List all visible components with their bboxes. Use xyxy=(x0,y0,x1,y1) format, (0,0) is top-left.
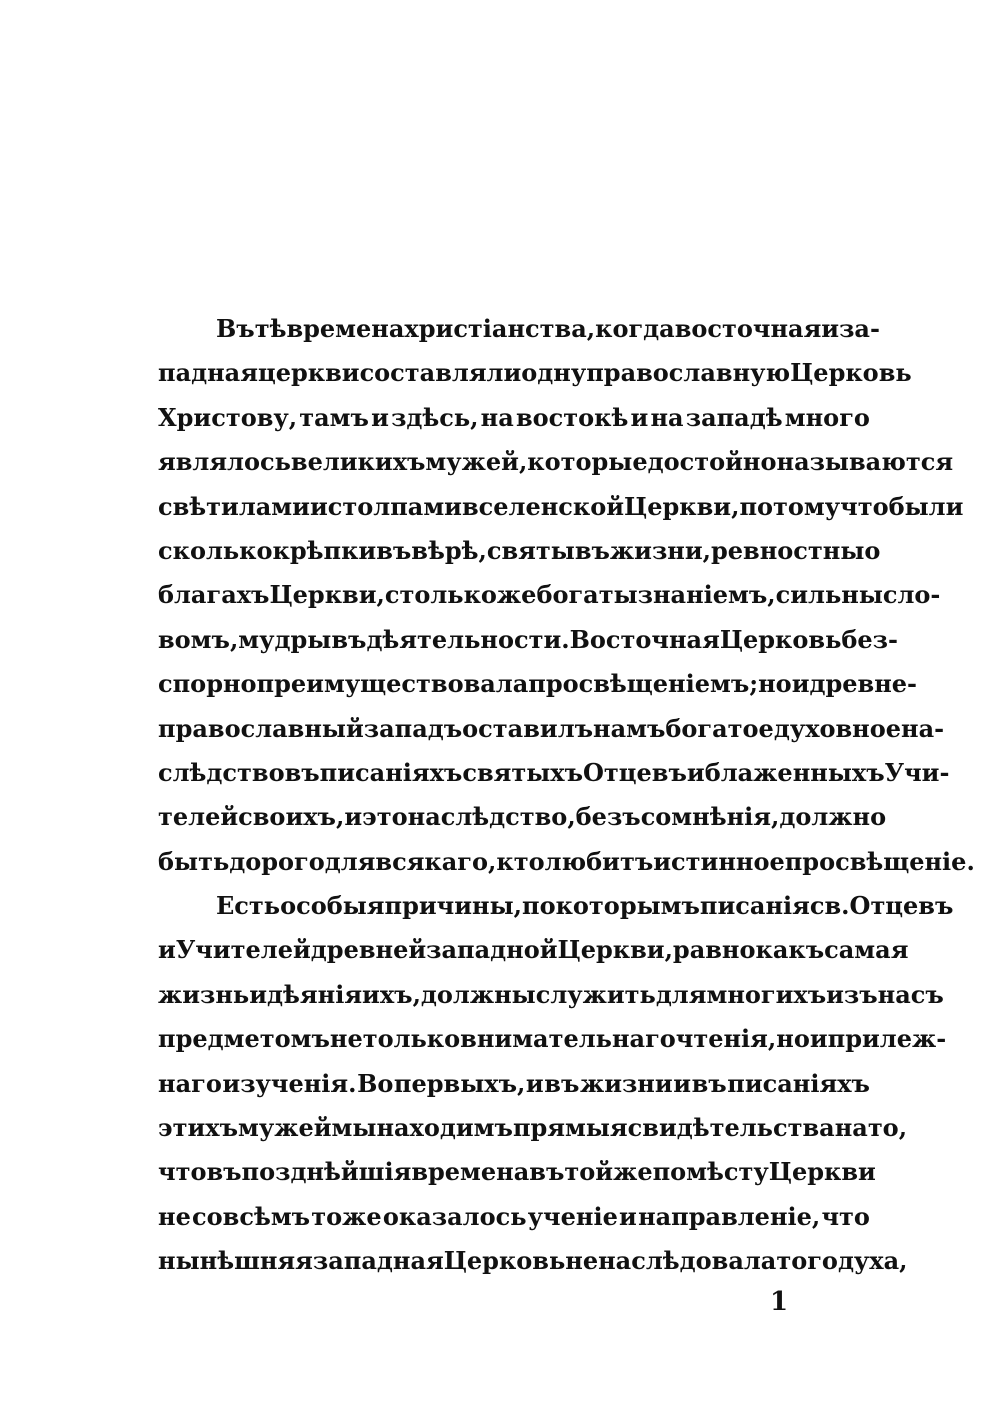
word: знаніемъ, xyxy=(637,580,776,610)
word: только xyxy=(362,1024,461,1054)
word: Церковь xyxy=(719,624,842,654)
word: по xyxy=(652,1157,687,1187)
word: мужей xyxy=(238,1113,332,1143)
word: что xyxy=(840,491,889,521)
word: и xyxy=(791,669,810,699)
word: направленіе, xyxy=(638,1201,821,1231)
word: находимъ xyxy=(376,1113,513,1143)
word: богатое xyxy=(665,713,774,743)
word: Въ xyxy=(216,314,255,343)
word: христіанства, xyxy=(404,314,596,343)
word: Христову, xyxy=(158,402,298,432)
word: но xyxy=(776,1024,810,1054)
word: равно xyxy=(672,935,756,965)
word: вселенской xyxy=(461,491,625,521)
word: прилеж- xyxy=(827,1024,947,1054)
word: телей xyxy=(158,802,239,832)
word: и xyxy=(686,757,705,787)
word: достойно xyxy=(647,447,777,477)
word: служить xyxy=(535,979,656,1009)
word: и xyxy=(821,314,840,343)
word: дѣянія xyxy=(267,979,363,1009)
text-line xyxy=(158,440,954,484)
word: блаженныхъ xyxy=(704,757,885,787)
word: православную xyxy=(586,358,791,388)
word: Церковь xyxy=(443,1246,566,1276)
word: безъ xyxy=(575,802,641,832)
word: Учителей xyxy=(175,935,311,965)
word: слѣдство xyxy=(158,757,285,787)
word: прямыя xyxy=(512,1113,628,1143)
word: столько xyxy=(384,580,497,610)
word: ревностны xyxy=(710,535,865,565)
text-line xyxy=(158,529,881,573)
word: западная xyxy=(312,1246,444,1276)
word: свидѣтельства xyxy=(627,1113,835,1143)
word: быть xyxy=(158,846,230,876)
word: своихъ, xyxy=(238,802,345,832)
word: которымъ xyxy=(555,891,700,921)
word: же xyxy=(496,580,537,610)
text-line xyxy=(158,884,954,928)
word: вомъ, xyxy=(158,624,239,654)
word: времена xyxy=(411,1157,530,1187)
word: на xyxy=(834,1113,868,1143)
word: и xyxy=(673,1068,692,1098)
word: ученіе xyxy=(527,1201,618,1231)
word: восточная xyxy=(674,314,822,343)
word: одну xyxy=(521,358,587,388)
text-line xyxy=(158,618,898,662)
word: этихъ xyxy=(158,1113,239,1143)
text-line xyxy=(158,1106,908,1150)
text-line xyxy=(158,1195,870,1239)
text-line xyxy=(158,573,941,617)
word: изученія. xyxy=(222,1068,357,1098)
word: въ xyxy=(529,1157,565,1187)
word: и xyxy=(249,979,268,1009)
word: потому xyxy=(739,491,841,521)
word: Во xyxy=(357,1068,394,1098)
text-line xyxy=(158,751,950,795)
word: должны xyxy=(420,979,536,1009)
text-line xyxy=(158,1239,908,1283)
word: и xyxy=(344,802,363,832)
page-number: 1 xyxy=(770,1287,789,1317)
word: же xyxy=(613,1157,653,1187)
word: совсѣмъ xyxy=(192,1201,311,1231)
text-line xyxy=(158,662,918,706)
word: когда xyxy=(595,314,675,343)
text-line xyxy=(158,351,912,395)
word: мудры xyxy=(238,624,332,654)
text-line xyxy=(158,485,964,529)
word: св. xyxy=(809,891,850,921)
word: не xyxy=(565,1246,599,1276)
word: Церковь xyxy=(790,358,912,388)
word: богаты xyxy=(536,580,638,610)
word: дѣятельности. xyxy=(366,624,570,654)
word: оказалось xyxy=(382,1201,527,1231)
text-line xyxy=(158,840,975,884)
word: это xyxy=(362,802,408,832)
word: духовное xyxy=(773,713,902,743)
word: на xyxy=(650,402,684,432)
word: западѣ xyxy=(685,402,783,432)
word: кто xyxy=(496,846,545,876)
word: тамъ xyxy=(299,402,369,432)
word: позднѣйшія xyxy=(241,1157,412,1187)
word: о xyxy=(864,535,881,565)
word: вѣрѣ, xyxy=(411,535,487,565)
word: Учи- xyxy=(884,757,950,787)
word: сильны xyxy=(775,580,883,610)
word: и xyxy=(525,1068,544,1098)
word: любитъ xyxy=(544,846,654,876)
text-line xyxy=(158,707,945,751)
word: насъ xyxy=(877,979,944,1009)
word: мужей, xyxy=(425,447,528,477)
word: особыя xyxy=(280,891,385,921)
word: за- xyxy=(839,314,880,343)
word: Отцевъ xyxy=(849,891,954,921)
word: жизни xyxy=(579,1068,673,1098)
word: но xyxy=(758,669,792,699)
word: на- xyxy=(901,713,945,743)
word: православный xyxy=(158,713,364,743)
word: истинное xyxy=(653,846,785,876)
word: для xyxy=(655,979,707,1009)
word: святы xyxy=(486,535,575,565)
word: востокѣ xyxy=(515,402,629,432)
word: въ xyxy=(376,535,412,565)
word: мы xyxy=(331,1113,377,1143)
word: сомнѣнія, xyxy=(640,802,780,832)
word: мѣсту xyxy=(686,1157,769,1187)
word: писанія xyxy=(699,891,810,921)
word: церкви xyxy=(257,358,360,388)
word: времена xyxy=(286,314,405,343)
word: западъ xyxy=(363,713,463,743)
word: преимуществовала xyxy=(256,669,529,699)
word: были xyxy=(888,491,964,521)
text-line xyxy=(158,307,880,351)
word: тѣ xyxy=(254,314,287,343)
word: въ xyxy=(331,624,367,654)
word: Отцевъ xyxy=(583,757,687,787)
word: Восточная xyxy=(569,624,720,654)
word: по xyxy=(522,891,556,921)
word: что xyxy=(158,1157,207,1187)
word: въ xyxy=(284,757,320,787)
text-line xyxy=(158,1017,947,1061)
word: Церкви, xyxy=(557,935,673,965)
word: и xyxy=(809,1024,828,1054)
word: многихъ xyxy=(706,979,827,1009)
word: которые xyxy=(527,447,648,477)
word: нынѣшняя xyxy=(158,1246,313,1276)
word: первыхъ, xyxy=(393,1068,526,1098)
text-line xyxy=(158,973,944,1017)
word: какъ xyxy=(755,935,825,965)
word: и xyxy=(158,935,176,965)
word: столпами xyxy=(327,491,462,521)
word: писаніяхъ xyxy=(319,757,463,787)
word: святыхъ xyxy=(462,757,584,787)
word: Церкви, xyxy=(269,580,385,610)
word: что xyxy=(821,1201,870,1231)
word: ихъ, xyxy=(362,979,421,1009)
word: для xyxy=(324,846,376,876)
word: намъ xyxy=(593,713,666,743)
word: въ xyxy=(574,535,610,565)
word: и xyxy=(630,402,649,432)
word: тоже xyxy=(311,1201,382,1231)
word: въ xyxy=(206,1157,242,1187)
word: Есть xyxy=(216,891,281,921)
text-line xyxy=(158,1150,876,1194)
word: просвѣщеніемъ; xyxy=(528,669,759,699)
word: наслѣдство, xyxy=(407,802,576,832)
word: причины, xyxy=(384,891,523,921)
word: не xyxy=(158,1201,191,1231)
word: и xyxy=(309,491,328,521)
word: въ xyxy=(691,1068,727,1098)
word: оставилъ xyxy=(462,713,594,743)
word: свѣтилами xyxy=(158,491,310,521)
word: являлось xyxy=(158,447,291,477)
word: не xyxy=(329,1024,363,1054)
word: всякаго, xyxy=(375,846,497,876)
word: предметомъ xyxy=(158,1024,330,1054)
word: древне- xyxy=(809,669,918,699)
word: въ xyxy=(544,1068,580,1098)
word: наго xyxy=(158,1068,222,1098)
word: называются xyxy=(776,447,954,477)
word: изъ xyxy=(826,979,878,1009)
word: должно xyxy=(779,802,887,832)
word: великихъ xyxy=(290,447,426,477)
word: и xyxy=(619,1201,637,1231)
word: той xyxy=(564,1157,614,1187)
word: жизни, xyxy=(609,535,711,565)
word: крѣпки xyxy=(272,535,377,565)
word: Церкви, xyxy=(624,491,740,521)
word: внимательнаго xyxy=(460,1024,676,1054)
word: благахъ xyxy=(158,580,270,610)
body-text xyxy=(158,307,975,1284)
word: без- xyxy=(841,624,898,654)
word: много xyxy=(784,402,870,432)
word: духа, xyxy=(837,1246,908,1276)
word: древней xyxy=(310,935,427,965)
text-line xyxy=(158,396,870,440)
word: Церкви xyxy=(768,1157,876,1187)
word: то, xyxy=(867,1113,908,1143)
word: писаніяхъ xyxy=(727,1068,870,1098)
word: наслѣдовала xyxy=(598,1246,777,1276)
word: на xyxy=(480,402,514,432)
word: просвѣщеніе. xyxy=(784,846,975,876)
text-line xyxy=(158,928,909,972)
word: падная xyxy=(158,358,258,388)
text-line xyxy=(158,795,887,839)
word: дорого xyxy=(229,846,325,876)
word: жизнь xyxy=(158,979,250,1009)
word: самая xyxy=(824,935,909,965)
word: западной xyxy=(426,935,558,965)
word: спорно xyxy=(158,669,257,699)
word: того xyxy=(776,1246,838,1276)
text-line xyxy=(158,1062,870,1106)
word: и xyxy=(371,402,389,432)
word: здѣсь, xyxy=(391,402,479,432)
word: чтенія, xyxy=(675,1024,777,1054)
word: составляли xyxy=(359,358,522,388)
word: сло- xyxy=(882,580,941,610)
word: сколько xyxy=(158,535,273,565)
